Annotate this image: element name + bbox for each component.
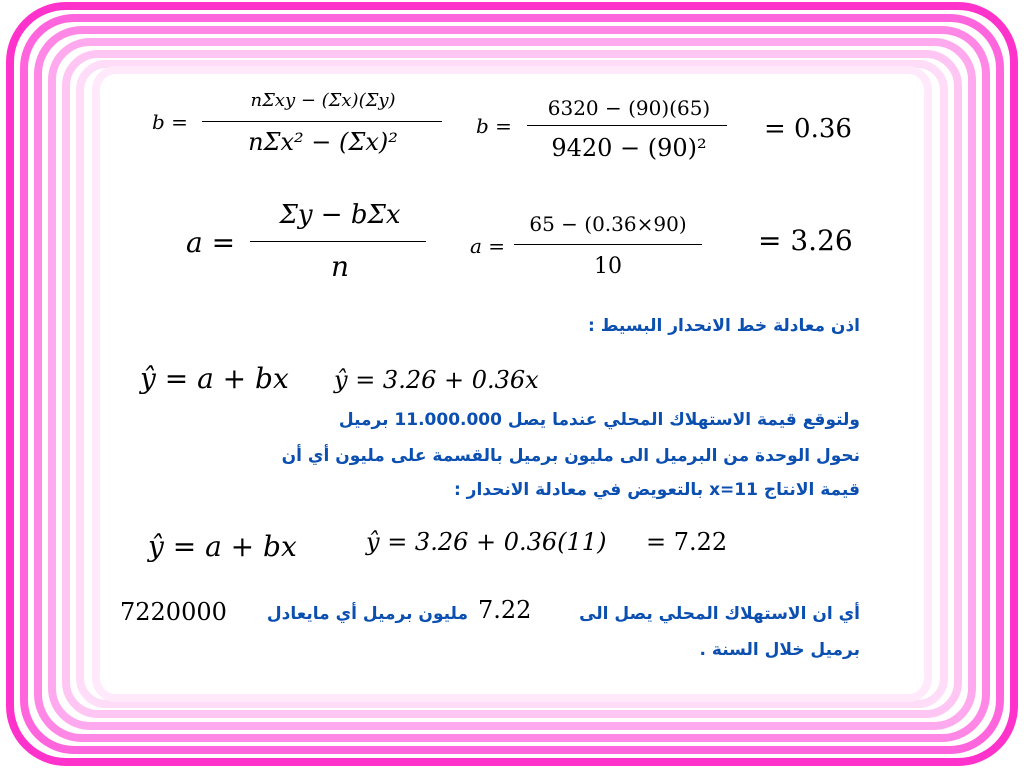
eq-a-sub-fraction-bar xyxy=(514,244,702,245)
text-predict-line-1: ولتوقع قيمة الاستهلاك المحلي عندما يصل 11.000.000 برميل xyxy=(338,410,860,430)
eq-b-general-denominator: nΣx² − (Σx)² xyxy=(248,128,398,156)
eq-b-general-fraction-bar xyxy=(202,121,442,122)
eq-a-general-fraction-bar xyxy=(250,241,426,242)
text-conclusion-prefix: أي ان الاستهلاك المحلي يصل الى xyxy=(579,604,860,624)
eq-a-sub-lhs: a = xyxy=(470,234,506,258)
eq-b-sub-lhs: b = xyxy=(476,114,512,138)
text-predict-line-2: نحول الوحدة من البرميل الى مليون برميل بالقسمة على مليون أي أن xyxy=(281,446,860,466)
eq-a-general-numerator: Σy − bΣx xyxy=(279,200,401,230)
conclusion-number: 7220000 xyxy=(120,598,227,626)
text-regression-line-heading: اذن معادلة خط الانحدار البسيط : xyxy=(588,316,860,336)
eq-b-general-lhs: b = xyxy=(152,110,188,134)
eq-b-sub-fraction-bar xyxy=(527,125,727,126)
eq-a-general-lhs: a = xyxy=(186,226,236,259)
eq-b-result: = 0.36 xyxy=(764,114,852,144)
eq-b-sub-denominator: 9420 − (90)² xyxy=(551,134,707,162)
conclusion-value: 7.22 xyxy=(478,596,532,624)
eq-yhat-general-2: ŷ = a + bx xyxy=(148,530,297,563)
eq-a-sub-numerator: 65 − (0.36×90) xyxy=(529,212,687,236)
eq-yhat-sub-1: ŷ = 3.26 + 0.36x xyxy=(334,366,539,394)
text-predict-line-3: قيمة الانتاج x=11 بالتعويض في معادلة الانحدار : xyxy=(453,480,860,500)
eq-yhat-result-2: = 7.22 xyxy=(646,528,728,556)
text-conclusion-line-2: برميل خلال السنة . xyxy=(699,640,860,660)
text-conclusion-mid: مليون برميل أي مايعادل xyxy=(266,604,468,624)
eq-yhat-sub-2: ŷ = 3.26 + 0.36(11) xyxy=(366,528,607,556)
eq-yhat-general-1: ŷ = a + bx xyxy=(140,362,289,395)
eq-a-result: = 3.26 xyxy=(758,224,853,257)
eq-b-general-numerator: nΣxy − (Σx)(Σy) xyxy=(250,90,396,111)
eq-a-general-denominator: n xyxy=(330,250,350,283)
eq-b-sub-numerator: 6320 − (90)(65) xyxy=(547,96,711,120)
eq-a-sub-denominator: 10 xyxy=(594,254,622,279)
